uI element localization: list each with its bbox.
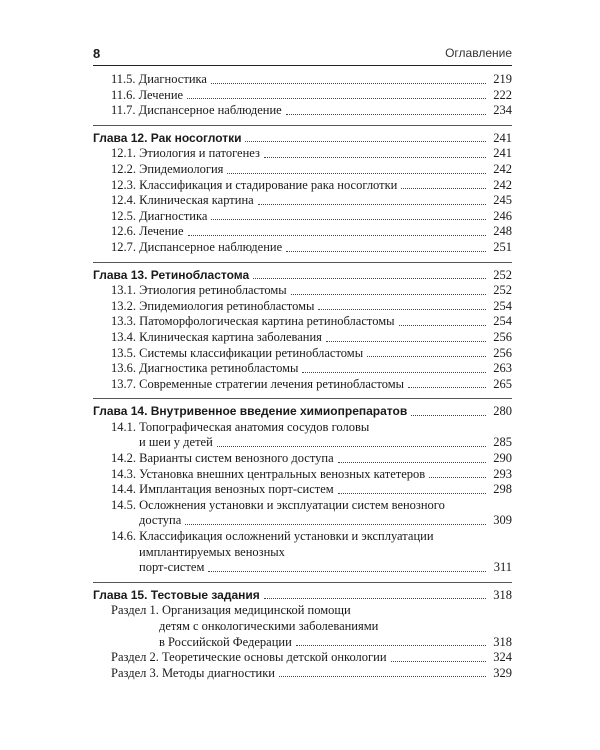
toc-entry[interactable]: 12.5. Диагностика 246	[111, 208, 512, 223]
table-of-contents	[93, 72, 512, 681]
toc-chapter-13	[93, 262, 512, 393]
header-rule	[93, 65, 512, 66]
toc-entry[interactable]: 11.6. Лечение 222	[111, 87, 512, 102]
toc-chapter-heading[interactable]: Глава 12. Рак носоглотки 241	[93, 130, 512, 145]
toc-entry[interactable]: 14.6. Классификация осложнений установки и эксплуатации имплантируемых венозных порт-систем 311	[111, 529, 512, 575]
toc-entry[interactable]: Раздел 3. Методы диагностики 329	[111, 665, 512, 680]
page-header	[93, 46, 512, 66]
toc-entry[interactable]: 13.7. Современные стратегии лечения ретинобластомы 265	[111, 376, 512, 391]
toc-chapter-12	[93, 125, 512, 256]
page-number: 8	[93, 46, 101, 61]
toc-chapter-14	[93, 398, 512, 576]
toc-entry[interactable]: 13.3. Патоморфологическая картина ретинобластомы 254	[111, 314, 512, 329]
toc-entry[interactable]: 13.2. Эпидемиология ретинобластомы 254	[111, 298, 512, 313]
toc-entry[interactable]: 14.1. Топографическая анатомия сосудов головы и шеи у детей 285	[111, 419, 512, 450]
toc-entry[interactable]: 11.5. Диагностика 219	[111, 72, 512, 86]
toc-entry[interactable]: 14.5. Осложнения установки и эксплуатации систем венозного доступа 309	[111, 497, 512, 528]
toc-chapter-15	[93, 582, 512, 682]
toc-chapter-heading[interactable]: Глава 15. Тестовые задания 318	[93, 587, 512, 602]
toc-entry[interactable]: 12.4. Клиническая картина 245	[111, 193, 512, 208]
toc-entry[interactable]: 12.7. Диспансерное наблюдение 251	[111, 239, 512, 254]
toc-entry[interactable]: Раздел 2. Теоретические основы детской онкологии 324	[111, 650, 512, 665]
toc-chapter-heading[interactable]: Глава 14. Внутривенное введение химиопрепаратов 280	[93, 404, 512, 419]
toc-entry[interactable]: 12.2. Эпидемиология 242	[111, 161, 512, 176]
toc-entry[interactable]: 12.1. Этиология и патогенез 241	[111, 146, 512, 161]
toc-entry[interactable]: Раздел 1. Организация медицинской помощи детям с онкологическими заболеваниями в Российской Федерации 318	[111, 603, 512, 649]
toc-entry[interactable]: 11.7. Диспансерное наблюдение 234	[111, 103, 512, 118]
toc-entry[interactable]: 14.2. Варианты систем венозного доступа 290	[111, 451, 512, 466]
toc-entry[interactable]: 13.6. Диагностика ретинобластомы 263	[111, 361, 512, 376]
toc-entry[interactable]: 12.6. Лечение 248	[111, 224, 512, 239]
toc-chapter-11-continuation	[93, 72, 512, 119]
toc-entry[interactable]: 14.3. Установка внешних центральных венозных катетеров 293	[111, 466, 512, 481]
toc-entry[interactable]: 13.1. Этиология ретинобластомы 252	[111, 283, 512, 298]
toc-chapter-heading[interactable]: Глава 13. Ретинобластома 252	[93, 267, 512, 282]
toc-entry[interactable]: 14.4. Имплантация венозных порт-систем 298	[111, 482, 512, 497]
toc-entry[interactable]: 12.3. Классификация и стадирование рака носоглотки 242	[111, 177, 512, 192]
running-title: Оглавление	[445, 46, 512, 60]
toc-entry[interactable]: 13.5. Системы классификации ретинобластомы 256	[111, 345, 512, 360]
toc-entry[interactable]: 13.4. Клиническая картина заболевания 256	[111, 329, 512, 344]
